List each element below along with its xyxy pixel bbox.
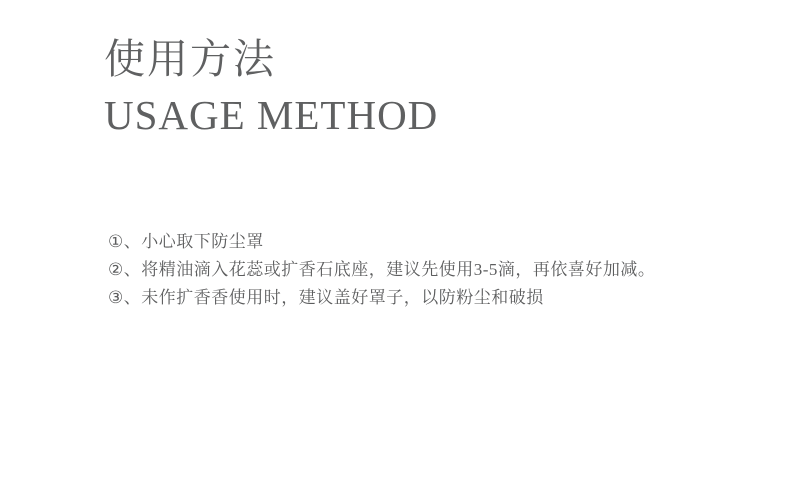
step-text: 小心取下防尘罩 (141, 232, 264, 251)
usage-steps-list (108, 228, 688, 312)
step-text: 未作扩香香使用时，建议盖好罩子，以防粉尘和破损 (141, 288, 544, 307)
list-item (108, 228, 688, 256)
step-text: 将精油滴入花蕊或扩香石底座，建议先使用3-5滴，再依喜好加减。 (141, 260, 656, 279)
step-marker: ②、 (108, 260, 142, 279)
list-item (108, 256, 688, 284)
page-title-chinese: 使用方法 (104, 36, 276, 82)
page-heading (104, 34, 438, 140)
page-title-english: USAGE METHOD (104, 92, 439, 138)
step-marker: ①、 (108, 232, 142, 251)
step-marker: ③、 (108, 288, 142, 307)
list-item (108, 284, 688, 312)
